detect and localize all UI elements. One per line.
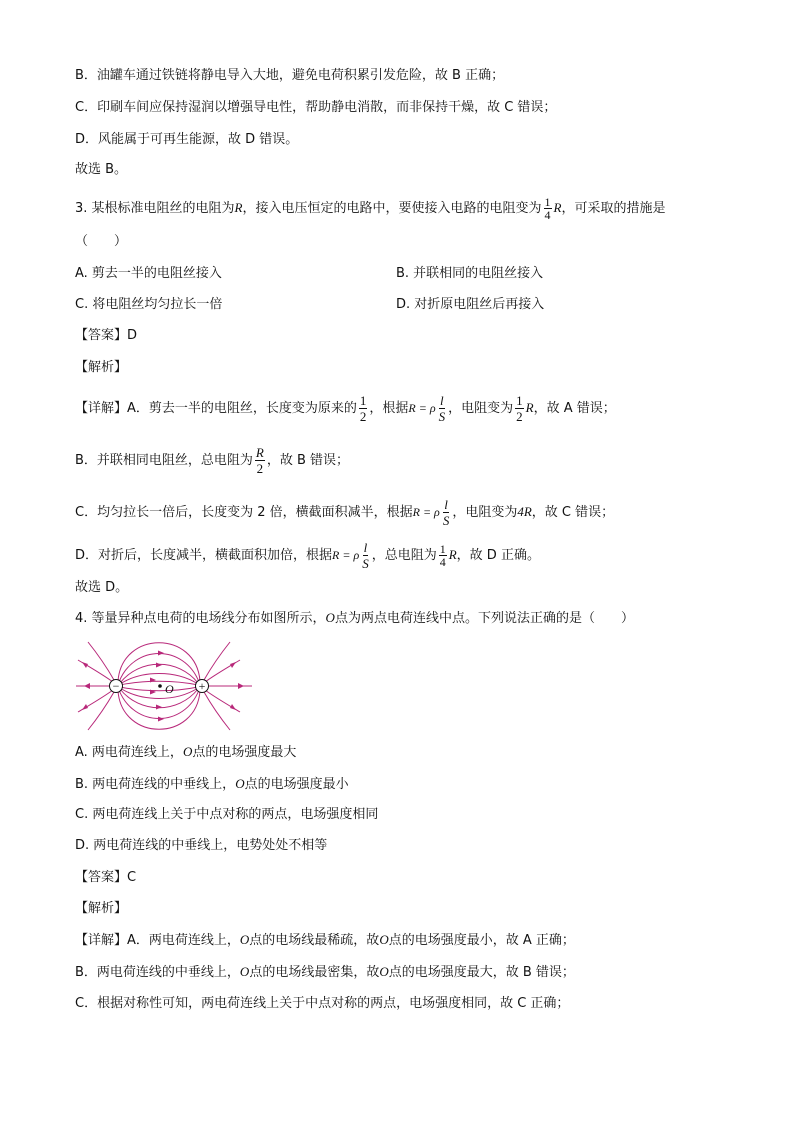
q3-detail-c: C．均匀拉长一倍后，长度变为 2 倍，横截面积减半，根据R = ρ $\frac{l}{S}$ ，电阻变为4R，故 C 错误； (75, 497, 615, 528)
q3-answer: 【答案】D (75, 328, 138, 343)
q4-detail-c: C．根据对称性可知，两电荷连线上关于中点对称的两点，电场强度相同，故 C 正确； (75, 996, 570, 1011)
midpoint-O-label: O (165, 682, 174, 696)
line-d-wind: D．风能属于可再生能源，故 D 错误。 (75, 132, 299, 147)
q3-detail-b: B．并联相同电阻丝，总电阻为 $\frac{R}{2}$ ，故 B 错误； (75, 445, 350, 476)
q3-option-b: B. 并联相同的电阻丝接入 (396, 266, 544, 281)
q4-detail-b: B．两电荷连线的中垂线上，O点的电场线最密集，故O点的电场强度最大，故 B 错误； (75, 964, 575, 980)
positive-charge-label: + (198, 679, 206, 693)
q3-detail-a: 【详解】A．剪去一半的电阻丝，长度变为原来的 $\frac{1}{2}$ ，根据R = ρ $\frac{l}{S}$ ，电阻变为 $\frac{1}{2}$ R，故 A 错误； (75, 393, 616, 424)
line-c-printing: C．印刷车间应保持湿润以增强导电性，帮助静电消散，而非保持干燥，故 C 错误； (75, 100, 557, 115)
q3-stem: 3. 某根标准电阻丝的电阻为R，接入电压恒定的电路中，要使接入电路的电阻变为 $\frac{1}{4}$ R，可采取的措施是 (75, 195, 666, 222)
q3-pick: 故选 D。 (75, 580, 129, 595)
q4-detail-a: 【详解】A．两电荷连线上，O点的电场线最稀疏，故O点的电场强度最小，故 A 正确； (75, 932, 575, 948)
electric-field-diagram (74, 636, 254, 732)
q3-paren: （ ） (75, 234, 128, 249)
q3-option-a: A. 剪去一半的电阻丝接入 (75, 266, 222, 281)
q3-detail-d: D．对折后，长度减半，横截面积加倍，根据R = ρ $\frac{l}{S}$ ，总电阻为 $\frac{1}{4}$ R，故 D 正确。 (75, 540, 540, 571)
q4-option-b: B. 两电荷连线的中垂线上，O点的电场强度最小 (75, 776, 349, 792)
negative-charge-label: − (112, 679, 120, 693)
q4-stem: 4. 等量异种点电荷的电场线分布如图所示，O点为两点电荷连线中点。下列说法正确的是（ ） (75, 610, 634, 626)
resistance-formula: R = ρ (408, 401, 436, 415)
q4-answer: 【答案】C (75, 870, 137, 885)
q4-option-a: A. 两电荷连线上，O点的电场强度最大 (75, 744, 297, 760)
line-b-oil-truck: B．油罐车通过铁链将静电导入大地，避免电荷积累引发危险，故 B 正确； (75, 68, 505, 83)
q4-option-c: C. 两电荷连线上关于中点对称的两点，电场强度相同 (75, 807, 379, 822)
q3-option-c: C. 将电阻丝均匀拉长一倍 (75, 297, 223, 312)
q3-analysis-heading: 【解析】 (75, 360, 128, 375)
symbol-R: R (234, 200, 243, 215)
fraction-quarter: $\frac{1}{4}$ (544, 195, 551, 222)
q4-option-d: D. 两电荷连线的中垂线上，电势处处不相等 (75, 838, 328, 853)
q3-option-d: D. 对折原电阻丝后再接入 (396, 297, 545, 312)
line-pick-b: 故选 B。 (75, 162, 128, 177)
q4-analysis-heading: 【解析】 (75, 901, 128, 916)
